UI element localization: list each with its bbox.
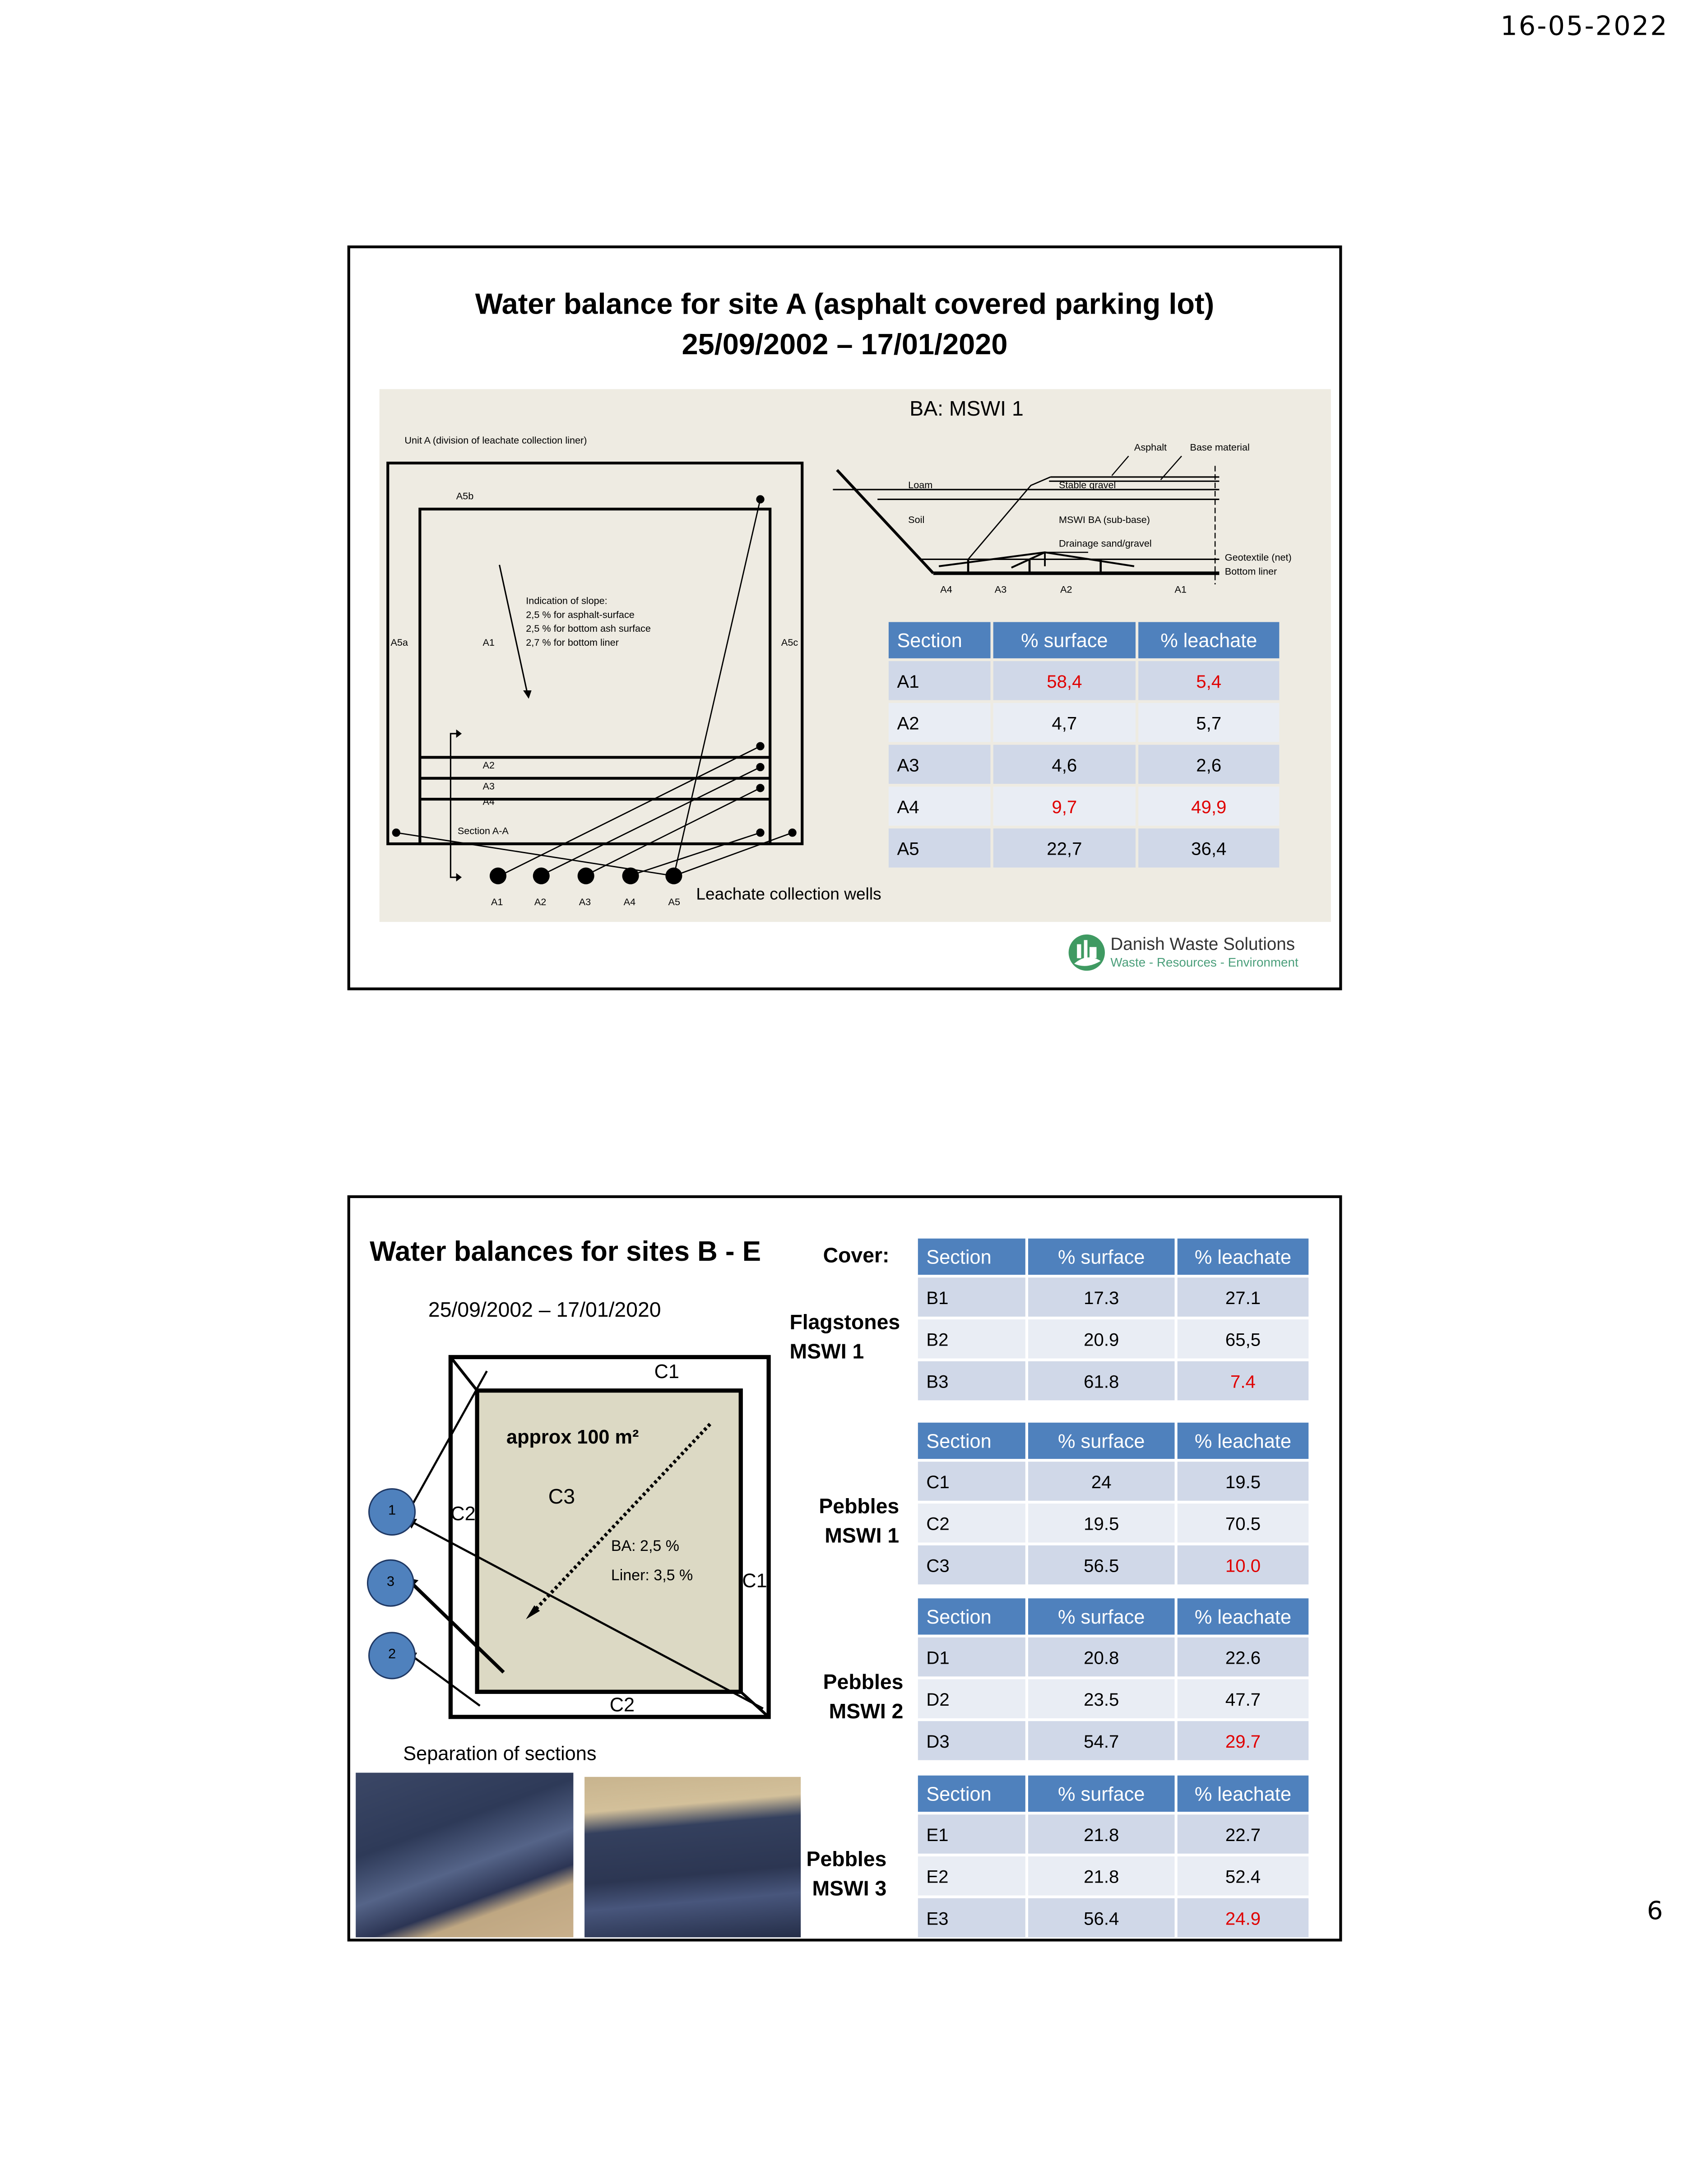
xs-label-a1: A1 xyxy=(1174,586,1187,596)
logo-icon xyxy=(1067,933,1107,972)
separation-label: Separation of sections xyxy=(403,1742,597,1764)
diagram-panel xyxy=(380,389,1331,922)
cover-type-label: Pebbles MSWI 2 xyxy=(823,1670,904,1724)
leachate-cell: 52.4 xyxy=(1178,1856,1309,1896)
xs-label-a2: A2 xyxy=(1060,586,1072,596)
slope-note: Indication of slope: 2,5 % for asphalt-surface 2,5 % for bottom ash surface 2,7 % for bottom liner xyxy=(526,597,651,649)
label-base-material: Base material xyxy=(1190,443,1250,453)
title-line-1: Water balance for site A (asphalt covered parking lot) xyxy=(475,288,1215,321)
cover-type-label: Pebbles MSWI 3 xyxy=(806,1848,887,1901)
table-row xyxy=(918,1545,1308,1585)
surface-cell: 17.3 xyxy=(1028,1277,1175,1317)
leachate-cell: 24.9 xyxy=(1178,1898,1309,1938)
label-a4: A4 xyxy=(482,797,495,808)
leachate-cell: 47.7 xyxy=(1178,1679,1309,1718)
label-c1-right: C1 xyxy=(742,1569,767,1592)
plan-caption: Unit A (division of leachate collection liner) xyxy=(404,436,587,447)
logo-name: Danish Waste Solutions xyxy=(1110,934,1295,954)
surface-cell: 21.8 xyxy=(1028,1856,1175,1896)
col-header-section: Section xyxy=(918,1598,1025,1634)
well-label-a2: A2 xyxy=(534,898,547,908)
table-row xyxy=(918,1898,1308,1938)
label-c1-top: C1 xyxy=(654,1360,679,1383)
inner-boundary xyxy=(420,509,770,844)
table-row xyxy=(918,1277,1308,1317)
well-marker-3: 3 xyxy=(367,1559,414,1607)
label-a3: A3 xyxy=(482,782,495,792)
label-asphalt: Asphalt xyxy=(1134,443,1167,453)
section-cell: D1 xyxy=(918,1638,1025,1677)
photo-liner-2 xyxy=(584,1777,801,1937)
label-a2: A2 xyxy=(482,761,495,772)
cover-label: Cover: xyxy=(823,1244,890,1268)
table-row xyxy=(889,661,1279,700)
section-cell: E2 xyxy=(918,1856,1025,1896)
col-header-surface: % surface xyxy=(1028,1776,1175,1812)
slide-title xyxy=(350,285,1339,366)
surface-cell: 23.5 xyxy=(1028,1679,1175,1718)
surface-cell: 21.8 xyxy=(1028,1814,1175,1854)
col-header-section: Section xyxy=(889,622,991,658)
well-label-a5: A5 xyxy=(668,898,681,908)
label-loam: Loam xyxy=(908,481,933,491)
section-cell: B2 xyxy=(918,1319,1025,1359)
col-header-surface: % surface xyxy=(1028,1598,1175,1634)
company-logo xyxy=(1067,932,1318,974)
table-row xyxy=(889,828,1279,868)
section-cell: A2 xyxy=(889,703,991,742)
label-section-aa: Section A-A xyxy=(457,827,509,837)
slope-arrow xyxy=(500,565,528,693)
leachate-cell: 5,7 xyxy=(1138,703,1279,742)
col-header-section: Section xyxy=(918,1423,1025,1459)
site-table xyxy=(915,1236,1312,1403)
surface-cell: 20.8 xyxy=(1028,1638,1175,1677)
slide-site-a xyxy=(348,245,1342,990)
plan-view-drawing xyxy=(380,389,882,922)
table-row xyxy=(918,1462,1308,1501)
well-label-a4: A4 xyxy=(623,898,636,908)
col-header-leachate: % leachate xyxy=(1178,1776,1309,1812)
slide-dates: 25/09/2002 – 17/01/2020 xyxy=(428,1298,661,1323)
well-a2 xyxy=(533,868,550,884)
section-cell: A5 xyxy=(889,828,991,868)
col-header-surface: % surface xyxy=(1028,1239,1175,1275)
leachate-cell: 70.5 xyxy=(1178,1504,1309,1543)
table-row xyxy=(918,1319,1308,1359)
cross-section-drawing xyxy=(833,445,1335,612)
label-bottom-liner: Bottom liner xyxy=(1224,567,1277,578)
surface-cell: 58,4 xyxy=(993,661,1136,700)
xs-label-a3: A3 xyxy=(994,586,1007,596)
label-mswi-ba: MSWI BA (sub-base) xyxy=(1058,516,1150,526)
label-a5c: A5c xyxy=(781,639,798,649)
site-table xyxy=(915,1420,1312,1587)
table-row xyxy=(918,1638,1308,1677)
well-a4 xyxy=(622,868,639,884)
site-table xyxy=(915,1773,1312,1940)
site-a-table xyxy=(886,619,1282,870)
leachate-cell: 22.7 xyxy=(1178,1814,1309,1854)
surface-cell: 24 xyxy=(1028,1462,1175,1501)
col-header-section: Section xyxy=(918,1776,1025,1812)
well-label-a1: A1 xyxy=(491,898,503,908)
col-header-section: Section xyxy=(918,1239,1025,1275)
table-row xyxy=(889,703,1279,742)
table-row xyxy=(889,787,1279,826)
col-header-surface: % surface xyxy=(993,622,1136,658)
table-row xyxy=(889,745,1279,784)
leachate-cell: 10.0 xyxy=(1178,1545,1309,1585)
col-header-leachate: % leachate xyxy=(1178,1239,1309,1275)
title-line-2: 25/09/2002 – 17/01/2020 xyxy=(682,329,1008,361)
leachate-cell: 65,5 xyxy=(1178,1319,1309,1359)
label-c2-bottom: C2 xyxy=(609,1693,635,1716)
surface-cell: 56.4 xyxy=(1028,1898,1175,1938)
well-a1 xyxy=(490,868,506,884)
section-cell: D3 xyxy=(918,1721,1025,1760)
table-row xyxy=(918,1814,1308,1854)
table-row xyxy=(918,1721,1308,1760)
section-cell: E1 xyxy=(918,1814,1025,1854)
cover-type-label: Pebbles MSWI 1 xyxy=(819,1495,900,1548)
photo-liner-1 xyxy=(356,1773,573,1938)
surface-cell: 22,7 xyxy=(993,828,1136,868)
well-a3 xyxy=(578,868,594,884)
slide-sites-b-e xyxy=(348,1195,1342,1942)
page-number: 6 xyxy=(1646,1897,1663,1926)
label-a5b: A5b xyxy=(456,492,474,502)
leachate-cell: 29.7 xyxy=(1178,1721,1309,1760)
label-a5a: A5a xyxy=(390,639,408,649)
label-c3: C3 xyxy=(548,1485,575,1509)
leachate-cell: 7.4 xyxy=(1178,1361,1309,1401)
surface-cell: 20.9 xyxy=(1028,1319,1175,1359)
section-cell: A3 xyxy=(889,745,991,784)
section-cell: D2 xyxy=(918,1679,1025,1718)
well-a5 xyxy=(665,868,682,884)
col-header-leachate: % leachate xyxy=(1178,1598,1309,1634)
site-plan-drawing xyxy=(350,1337,797,1742)
logo-tagline: Waste - Resources - Environment xyxy=(1110,955,1298,970)
leachate-cell: 36,4 xyxy=(1138,828,1279,868)
section-cell: A4 xyxy=(889,787,991,826)
leachate-cell: 2,6 xyxy=(1138,745,1279,784)
leachate-cell: 49,9 xyxy=(1138,787,1279,826)
section-cell: E3 xyxy=(918,1898,1025,1938)
section-cell: C1 xyxy=(918,1462,1025,1501)
wells-label: Leachate collection wells xyxy=(696,884,881,904)
table-row xyxy=(918,1679,1308,1718)
label-stable-gravel: Stable gravel xyxy=(1058,481,1116,491)
label-a1: A1 xyxy=(482,639,495,649)
table-row xyxy=(918,1856,1308,1896)
site-table xyxy=(915,1596,1312,1763)
leachate-wells xyxy=(490,868,699,912)
well-marker-1: 1 xyxy=(368,1488,416,1536)
table-row xyxy=(918,1361,1308,1401)
ba-label: BA: MSWI 1 xyxy=(909,397,1024,421)
section-cell: B1 xyxy=(918,1277,1025,1317)
leachate-cell: 19.5 xyxy=(1178,1462,1309,1501)
section-cell: B3 xyxy=(918,1361,1025,1401)
label-soil: Soil xyxy=(908,516,925,526)
xs-label-a4: A4 xyxy=(940,586,952,596)
surface-cell: 4,6 xyxy=(993,745,1136,784)
leachate-cell: 5,4 xyxy=(1138,661,1279,700)
col-header-leachate: % leachate xyxy=(1178,1423,1309,1459)
cover-type-label: Flagstones MSWI 1 xyxy=(789,1311,900,1364)
surface-cell: 56.5 xyxy=(1028,1545,1175,1585)
well-marker-2: 2 xyxy=(368,1632,416,1679)
col-header-leachate: % leachate xyxy=(1138,622,1279,658)
section-cell: A1 xyxy=(889,661,991,700)
table-row xyxy=(918,1504,1308,1543)
surface-cell: 61.8 xyxy=(1028,1361,1175,1401)
label-geotextile: Geotextile (net) xyxy=(1224,554,1292,564)
surface-cell: 4,7 xyxy=(993,703,1136,742)
label-liner-slope: Liner: 3,5 % xyxy=(611,1568,693,1585)
label-ba-slope: BA: 2,5 % xyxy=(611,1538,680,1555)
section-cell: C2 xyxy=(918,1504,1025,1543)
surface-cell: 54.7 xyxy=(1028,1721,1175,1760)
label-c2-left: C2 xyxy=(450,1502,476,1525)
leachate-cell: 22.6 xyxy=(1178,1638,1309,1677)
area-label: approx 100 m² xyxy=(506,1425,639,1448)
slope-arrowhead xyxy=(523,690,532,699)
well-label-a3: A3 xyxy=(579,898,591,908)
label-drainage: Drainage sand/gravel xyxy=(1058,540,1152,550)
section-cell: C3 xyxy=(918,1545,1025,1585)
surface-cell: 9,7 xyxy=(993,787,1136,826)
col-header-surface: % surface xyxy=(1028,1423,1175,1459)
leachate-cell: 27.1 xyxy=(1178,1277,1309,1317)
surface-cell: 19.5 xyxy=(1028,1504,1175,1543)
print-date: 16-05-2022 xyxy=(1500,11,1669,42)
slide-title: Water balances for sites B - E xyxy=(370,1237,761,1268)
well-connection-lines xyxy=(393,496,796,876)
